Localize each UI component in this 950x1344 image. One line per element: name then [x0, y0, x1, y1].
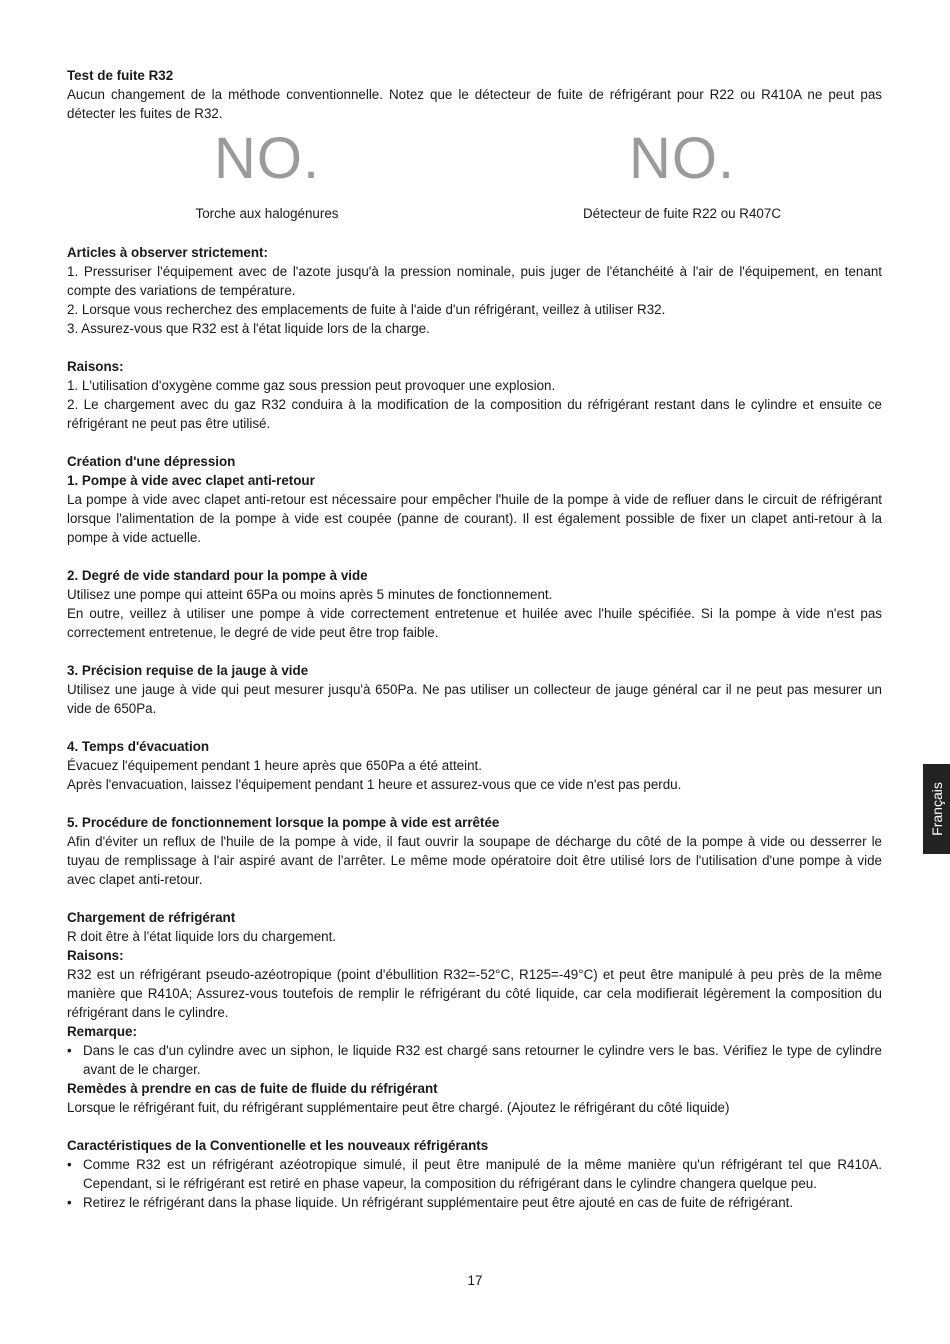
language-tab	[923, 764, 950, 854]
leak-test-figures	[67, 127, 882, 224]
articles-item-1: 1. Pressuriser l'équipement avec de l'azote jusqu'à la pression nominale, puis juger de l'étanchéité à l'air de l'équipement, en tenant compte des variations de température.	[67, 264, 882, 298]
figure-caption: Détecteur de fuite R22 ou R407C	[582, 206, 781, 221]
articles-item-3: 3. Assurez-vous que R32 est à l'état liquide lors de la charge.	[67, 321, 430, 336]
vacuum-s3-title: 3. Précision requise de la jauge à vide	[67, 663, 309, 678]
language-tab-label: Français	[928, 782, 945, 836]
characteristics-bullet-2: Retirez le réfrigérant dans la phase liquide. Un réfrigérant supplémentaire peut être ajouté en cas de fuite de réfrigérant.	[83, 1195, 794, 1210]
no-mark: NO.	[213, 126, 321, 191]
remark-title: Remarque:	[67, 1024, 137, 1039]
vacuum-s1-text: La pompe à vide avec clapet anti-retour est nécessaire pour empêcher l'huile de la pompe à vide de refluer dans le circuit de réfrigérant lorsque l'alimentation de la pompe à vide est coupée (panne de courant). Il est également possible de fixer un clapet anti-retour à la pompe à vide actuelle.	[67, 492, 882, 545]
reasons-item-2: 2. Le chargement avec du gaz R32 conduira à la modification de la composition du réfrigérant restant dans le cylindre et ensuite ce réfrigérant ne peut pas être utilisé.	[67, 397, 882, 431]
figure-leak-detector	[482, 127, 882, 224]
figure-halide-torch	[67, 127, 467, 224]
vacuum-s2-text-1: Utilisez une pompe qui atteint 65Pa ou moins après 5 minutes de fonctionnement.	[67, 587, 553, 602]
vacuum-s5-text: Afin d'éviter un reflux de l'huile de la pompe à vide, il faut ouvrir la soupape de décharge du côté de la pompe à vide ou desserrer le tuyau de remplissage à l'air aspiré avant de l'arrêter. Le même mode opératoire doit être utilisé lors de l'utilisation d'une pompe à vide avec clapet anti-retour.	[67, 834, 882, 887]
list-item	[67, 1155, 882, 1193]
leak-test-title: Test de fuite R32	[67, 68, 174, 83]
vacuum-s5-title: 5. Procédure de fonctionnement lorsque la pompe à vide est arrêtée	[67, 815, 500, 830]
charging-title: Chargement de réfrigérant	[67, 910, 236, 925]
remedy-title: Remèdes à prendre en cas de fuite de fluide du réfrigérant	[67, 1081, 438, 1096]
list-item	[67, 1041, 882, 1079]
reasons-title: Raisons:	[67, 359, 124, 374]
articles-title: Articles à observer strictement:	[67, 245, 268, 260]
vacuum-s2-text-2: En outre, veillez à utiliser une pompe à vide correctement entretenue et huilée avec l'huile spécifiée. Si la pompe à vide n'est pas correctement entretenue, le degré de vide peut être trop faible.	[67, 606, 882, 640]
remark-bullet-text: Dans le cas d'un cylindre avec un siphon, le liquide R32 est chargé sans retourner le cylindre vers le bas. Vérifiez le type de cylindre avant de le charger.	[83, 1043, 882, 1077]
charging-reasons-text: R32 est un réfrigérant pseudo-azéotropique (point d'ébullition R32=-52°C, R125=-49°C) et peut être manipulé à peu près de la même manière que R410A; Assurez-vous toutefois de remplir le réfrigérant du côté liquide, car cela modifierait légèrement la composition du réfrigérant dans le cylindre.	[67, 967, 882, 1020]
articles-item-2: 2. Lorsque vous recherchez des emplacements de fuite à l'aide d'un réfrigérant, veillez à utiliser R32.	[67, 302, 666, 317]
vacuum-s4-title: 4. Temps d'évacuation	[67, 739, 210, 754]
characteristics-title: Caractéristiques de la Conventionelle et les nouveaux réfrigérants	[67, 1138, 489, 1153]
charging-reasons-title: Raisons:	[67, 948, 124, 963]
leak-test-text: Aucun changement de la méthode conventionnelle. Notez que le détecteur de fuite de réfrigérant pour R22 ou R410A ne peut pas détecter les fuites de R32.	[67, 87, 882, 121]
remedy-text: Lorsque le réfrigérant fuit, du réfrigérant supplémentaire peut être chargé. (Ajoutez le réfrigérant du côté liquide)	[67, 1100, 730, 1115]
bullet: •	[67, 1157, 72, 1172]
charging-text: R doit être à l'état liquide lors du chargement.	[67, 929, 337, 944]
list-item	[67, 1193, 882, 1212]
vacuum-s4-text-2: Après l'envacuation, laissez l'équipement pendant 1 heure et assurez-vous que ce vide n'est pas perdu.	[67, 777, 682, 792]
vacuum-s2-title: 2. Degré de vide standard pour la pompe à vide	[67, 568, 368, 583]
vacuum-s3-text: Utilisez une jauge à vide qui peut mesurer jusqu'à 650Pa. Ne pas utiliser un collecteur de jauge général car il ne peut pas mesurer un vide de 650Pa.	[67, 682, 882, 716]
page-number: 17	[467, 1273, 483, 1288]
bullet: •	[67, 1043, 72, 1058]
characteristics-bullet-1: Comme R32 est un réfrigérant azéotropique simulé, il peut être manipulé de la même manière qu'un réfrigérant tel que R410A. Cependant, si le réfrigérant est retiré en phase vapeur, la composition du réfrigérant dans le cylindre changera quelque peu.	[83, 1157, 882, 1191]
no-mark: NO.	[628, 126, 736, 191]
reasons-item-1: 1. L'utilisation d'oxygène comme gaz sous pression peut provoquer une explosion.	[67, 378, 556, 393]
page-content	[67, 66, 882, 1212]
vacuum-s4-text-1: Évacuez l'équipement pendant 1 heure après que 650Pa a été atteint.	[67, 758, 482, 773]
vacuum-s1-title: 1. Pompe à vide avec clapet anti-retour	[67, 473, 315, 488]
bullet: •	[67, 1195, 72, 1210]
vacuum-title: Création d'une dépression	[67, 454, 236, 469]
figure-caption: Torche aux halogénures	[195, 206, 339, 221]
